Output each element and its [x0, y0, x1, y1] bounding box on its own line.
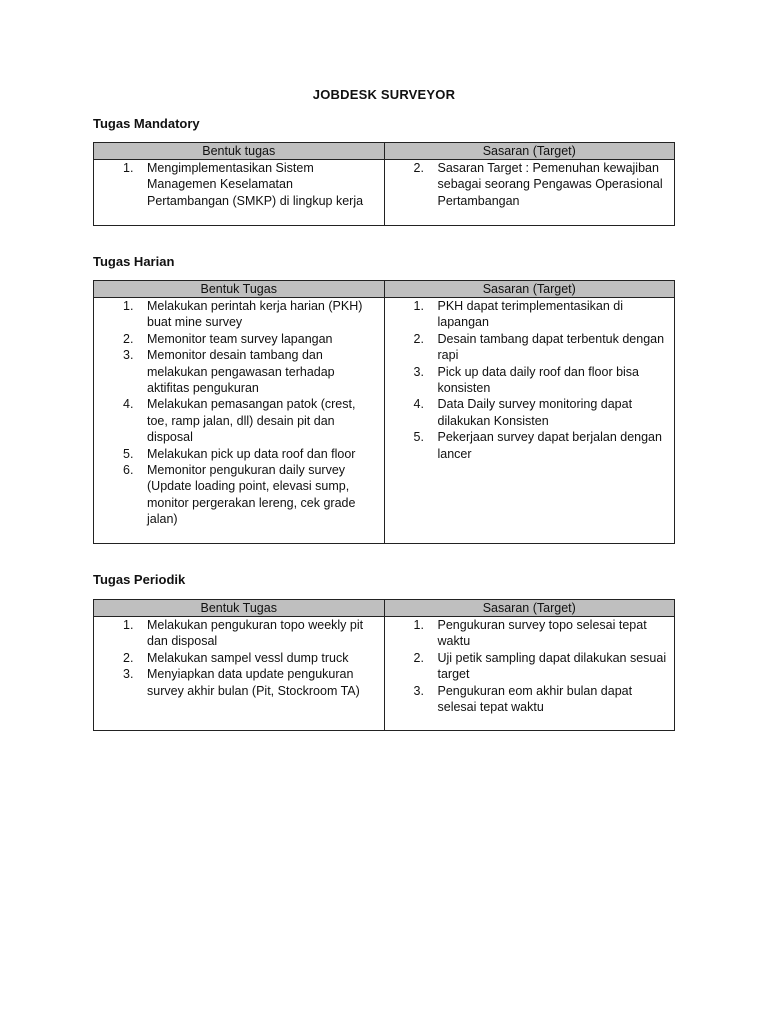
header-bentuk-tugas: Bentuk Tugas	[94, 600, 385, 617]
table-mandatory	[93, 142, 675, 226]
section-heading-mandatory: Tugas Mandatory	[93, 116, 200, 131]
list-item: 5. Melakukan pick up data roof dan floor	[123, 446, 356, 461]
cell-sasaran-target	[384, 160, 675, 226]
header-sasaran-target: Sasaran (Target)	[384, 281, 675, 298]
cell-bentuk-tugas	[94, 617, 385, 731]
header-bentuk-tugas: Bentuk tugas	[94, 143, 385, 160]
section-heading-periodik: Tugas Periodik	[93, 572, 186, 587]
list-item: 3. Menyiapkan data update pengukuran survey akhir bulan (Pit, Stockroom TA)	[123, 667, 360, 698]
list-item: 5. Pekerjaan survey dapat berjalan dengan lancer	[413, 430, 662, 461]
list-item: 6. Memonitor pengukuran daily survey (Update loading point, elevasi sump, monitor pergerakan lereng, cek grade jalan)	[123, 463, 356, 527]
header-sasaran-target: Sasaran (Target)	[384, 600, 675, 617]
list-item: 1. Mengimplementasikan Sistem Managemen Keselamatan Pertambangan (SMKP) di lingkup kerja	[123, 161, 364, 208]
list-item: 2. Sasaran Target : Pemenuhan kewajiban sebagai seorang Pengawas Operasional Pertambangan	[413, 161, 663, 208]
list-item: 4. Data Daily survey monitoring dapat dilakukan Konsisten	[413, 397, 633, 428]
list-item: 1. Melakukan perintah kerja harian (PKH) buat mine survey	[123, 299, 363, 330]
list-item: 2. Melakukan sampel vessl dump truck	[123, 650, 349, 665]
table-periodik	[93, 599, 675, 731]
task-list	[94, 298, 384, 528]
list-item: 1. Pengukuran survey topo selesai tepat waktu	[413, 618, 647, 649]
cell-bentuk-tugas	[94, 298, 385, 544]
list-item: 3. Pick up data daily roof dan floor bisa konsisten	[413, 364, 640, 396]
header-sasaran-target: Sasaran (Target)	[384, 143, 675, 160]
cell-sasaran-target	[384, 617, 675, 731]
list-item: 4. Melakukan pemasangan patok (crest, toe, ramp jalan, dll) desain pit dan disposal	[123, 397, 356, 445]
list-item: 3. Pengukuran eom akhir bulan dapat selesai tepat waktu	[413, 683, 633, 715]
list-item: 2. Memonitor team survey lapangan	[123, 331, 333, 346]
document-title: JOBDESK SURVEYOR	[312, 87, 456, 102]
target-list	[385, 298, 675, 462]
target-list	[385, 617, 675, 715]
section-heading-harian: Tugas Harian	[93, 254, 175, 269]
target-list	[385, 160, 675, 209]
list-item: 1. Melakukan pengukuran topo weekly pit dan disposal	[123, 618, 364, 649]
header-bentuk-tugas: Bentuk Tugas	[94, 281, 385, 298]
list-item: 3. Memonitor desain tambang dan melakukan pengawasan terhadap aktifitas pengukuran	[123, 348, 335, 396]
list-item: 2. Uji petik sampling dapat dilakukan sesuai target	[413, 650, 667, 682]
list-item: 2. Desain tambang dapat terbentuk dengan rapi	[413, 331, 665, 363]
task-list	[94, 617, 384, 699]
list-item: 1. PKH dapat terimplementasikan di lapangan	[413, 299, 624, 330]
cell-sasaran-target	[384, 298, 675, 544]
task-list	[94, 160, 384, 209]
table-harian	[93, 280, 675, 544]
cell-bentuk-tugas	[94, 160, 385, 226]
